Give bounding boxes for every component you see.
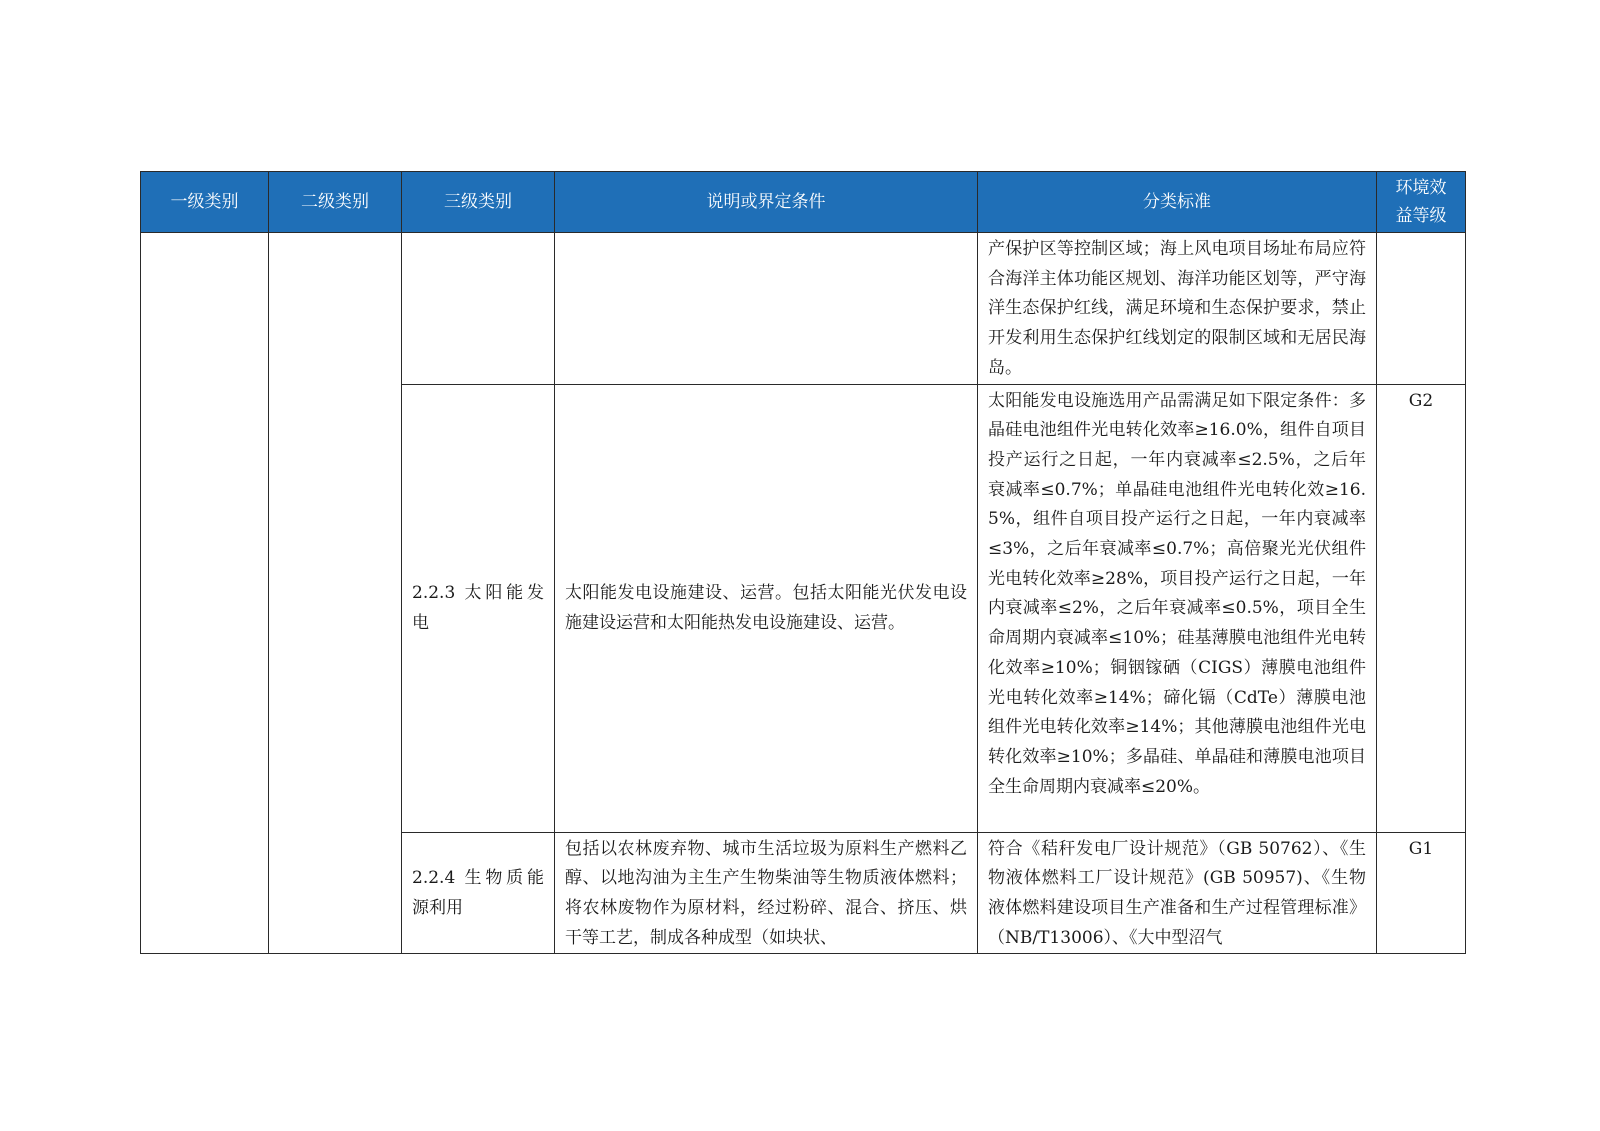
classification-table bbox=[140, 171, 1466, 954]
benefit-grade-text: G2 bbox=[1408, 390, 1434, 411]
standard-text: 太阳能发电设施选用产品需满足如下限定条件：多晶硅电池组件光电转化效率≥16.0%，组件自项目投产运行之日起，一年内衰减率≤2.5%，之后年衰减率≤0.7%；单晶硅电池组件光电转化效≥16.5%，组件自项目投产运行之日起，一年内衰减率≤3%，之后年衰减率≤0.7%；高倍聚光光伏组件光电转化效率≥28%，项目投产运行之日起，一年内衰减率≤2%，之后年衰减率≤0.5%，项目全生命周期内衰减率≤10%；硅基薄膜电池组件光电转化效率≥10%；铜铟镓硒（CIGS）薄膜电池组件光电转化效率≥14%；碲化镉（CdTe）薄膜电池组件光电转化效率≥14%；其他薄膜电池组件光电转化效率≥10%；多晶硅、单晶硅和薄膜电池项目全生命周期内衰减率≤20%。 bbox=[988, 390, 1366, 797]
primary-category-cell bbox=[141, 233, 269, 954]
benefit-grade-text bbox=[1377, 233, 1465, 235]
standard-text: 产保护区等控制区域；海上风电项目场址布局应符合海洋主体功能区规划、海洋功能区划等，严守海洋生态保护红线，满足环境和生态保护要求，禁止开发利用生态保护红线划定的限制区域和无居民海岛。 bbox=[988, 239, 1366, 378]
header-benefit-grade bbox=[1377, 172, 1466, 233]
header-primary-category: 一级类别 bbox=[141, 172, 269, 233]
table-body bbox=[141, 233, 1466, 954]
standard-cell bbox=[978, 384, 1377, 832]
description-text: 包括以农林废弃物、城市生活垃圾为原料生产燃料乙醇、以地沟油为主生产生物柴油等生物质液体燃料；将农林废物作为原材料，经过粉碎、混合、挤压、烘干等工艺，制成各种成型（如块状、 bbox=[565, 838, 967, 948]
header-standard: 分类标准 bbox=[978, 172, 1377, 233]
benefit-grade-cell bbox=[1377, 233, 1466, 385]
tertiary-category-cell bbox=[402, 384, 555, 832]
benefit-grade-cell bbox=[1377, 832, 1466, 954]
benefit-grade-cell bbox=[1377, 384, 1466, 832]
header-benefit-grade-label: 环境效益等级 bbox=[1395, 178, 1447, 226]
header-row bbox=[141, 172, 1466, 233]
header-secondary-category: 二级类别 bbox=[269, 172, 402, 233]
benefit-grade-text: G1 bbox=[1408, 838, 1434, 859]
description-text: 太阳能发电设施建设、运营。包括太阳能光伏发电设施建设运营和太阳能热发电设施建设、运营。 bbox=[565, 583, 967, 634]
header-description: 说明或界定条件 bbox=[555, 172, 978, 233]
header-tertiary-category: 三级类别 bbox=[402, 172, 555, 233]
tertiary-category-cell bbox=[402, 233, 555, 385]
tertiary-category-text bbox=[402, 233, 554, 235]
description-text bbox=[555, 233, 977, 235]
standard-text: 符合《秸秆发电厂设计规范》（GB 50762）、《生物液体燃料工厂设计规范》(GB 50957)、《生物液体燃料建设项目生产准备和生产过程管理标准》（NB/T13006）、《大中型沼气 bbox=[988, 838, 1366, 948]
standard-cell bbox=[978, 832, 1377, 954]
tertiary-category-text: 2.2.3 太阳能发电 bbox=[412, 583, 544, 634]
tertiary-category-text: 2.2.4 生物质能源利用 bbox=[412, 868, 544, 918]
table-header bbox=[141, 172, 1466, 233]
secondary-category-cell bbox=[269, 233, 402, 954]
table-row bbox=[141, 233, 1466, 385]
standard-cell bbox=[978, 233, 1377, 385]
tertiary-category-cell bbox=[402, 832, 555, 954]
description-cell bbox=[555, 832, 978, 954]
description-cell bbox=[555, 384, 978, 832]
description-cell bbox=[555, 233, 978, 385]
